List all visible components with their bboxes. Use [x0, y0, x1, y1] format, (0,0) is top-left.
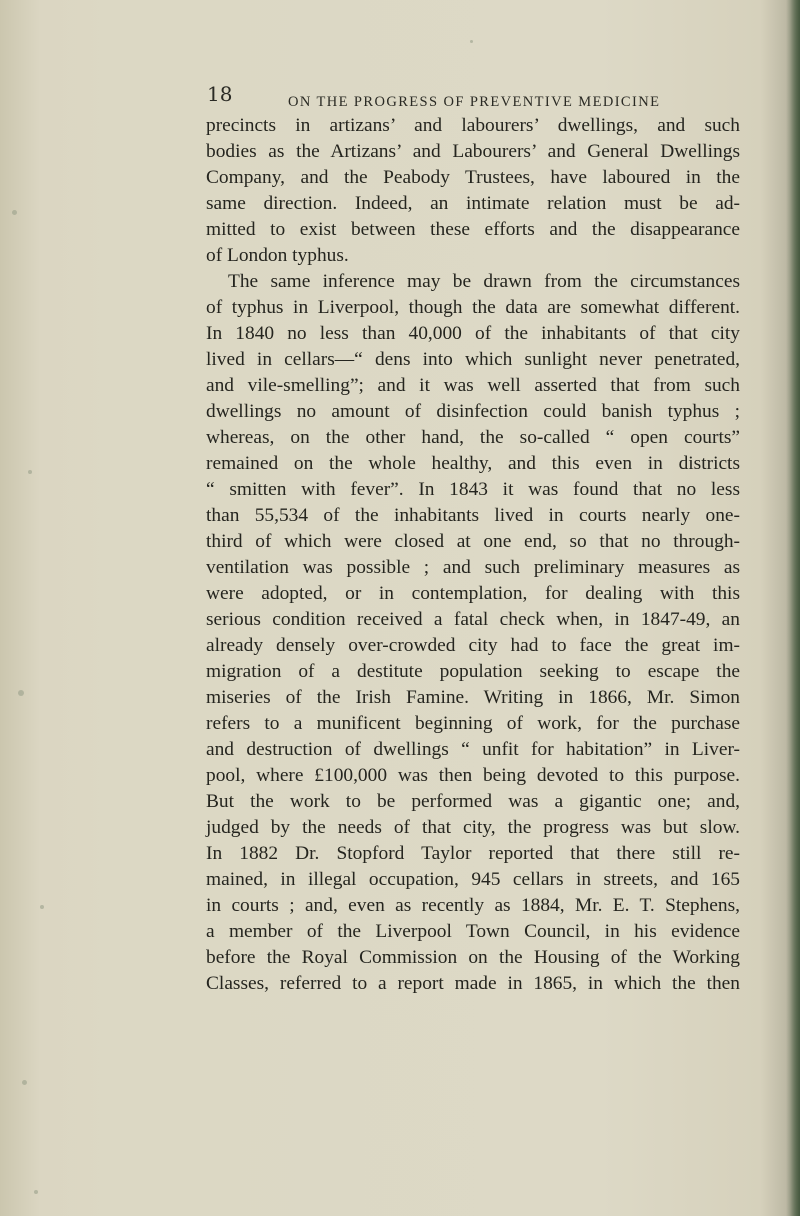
page-header [207, 82, 727, 112]
text-line: remained on the whole healthy, and this even in districts [206, 453, 740, 474]
text-line: in courts ; and, even as recently as 1884, Mr. E. T. Stephens, [206, 895, 740, 916]
text-line: serious condition received a fatal check when, in 1847-49, an [206, 609, 740, 630]
text-line: of typhus in Liverpool, though the data are somewhat different. [206, 297, 740, 318]
text-line: refers to a munificent beginning of work, for the purchase [206, 713, 740, 734]
text-line: than 55,534 of the inhabitants lived in courts nearly one- [206, 505, 740, 526]
text-line: and destruction of dwellings “ unfit for habitation” in Liver- [206, 739, 740, 760]
text-line: But the work to be performed was a gigantic one; and, [206, 791, 740, 812]
text-line: same direction. Indeed, an intimate relation must be ad- [206, 193, 740, 214]
text-line: pool, where £100,000 was then being devoted to this purpose. [206, 765, 740, 786]
text-line: mitted to exist between these efforts and the disappearance [206, 219, 740, 240]
text-line: before the Royal Commission on the Housing of the Working [206, 947, 740, 968]
text-line: were adopted, or in contemplation, for dealing with this [206, 583, 740, 604]
text-line: The same inference may be drawn from the circumstances [228, 271, 740, 292]
text-line: and vile-smelling”; and it was well asserted that from such [206, 375, 740, 396]
text-line: Classes, referred to a report made in 1865, in which the then [206, 973, 740, 994]
text-line: third of which were closed at one end, so that no through- [206, 531, 740, 552]
text-line: whereas, on the other hand, the so-called “ open courts” [206, 427, 740, 448]
paragraph [206, 269, 740, 997]
text-line: “ smitten with fever”. In 1843 it was found that no less [206, 479, 740, 500]
text-line: mained, in illegal occupation, 945 cellars in streets, and 165 [206, 869, 740, 890]
text-line: dwellings no amount of disinfection could banish typhus ; [206, 401, 740, 422]
text-line: migration of a destitute population seeking to escape the [206, 661, 740, 682]
text-line: a member of the Liverpool Town Council, in his evidence [206, 921, 740, 942]
text-line: bodies as the Artizans’ and Labourers’ and General Dwellings [206, 141, 740, 162]
text-line: Company, and the Peabody Trustees, have laboured in the [206, 167, 740, 188]
body-text [206, 113, 740, 997]
page-edge-shadow [786, 0, 800, 1216]
paragraph [206, 113, 740, 269]
text-line: ventilation was possible ; and such preliminary measures as [206, 557, 740, 578]
text-line: lived in cellars—“ dens into which sunlight never penetrated, [206, 349, 740, 370]
page-number: 18 [207, 82, 233, 106]
text-line: precincts in artizans’ and labourers’ dwellings, and such [206, 115, 740, 136]
running-head: ON THE PROGRESS OF PREVENTIVE MEDICINE [288, 94, 661, 110]
text-line: In 1840 no less than 40,000 of the inhabitants of that city [206, 323, 740, 344]
text-line: of London typhus. [206, 245, 349, 266]
text-line: judged by the needs of that city, the progress was but slow. [206, 817, 740, 838]
text-line: In 1882 Dr. Stopford Taylor reported that there still re- [206, 843, 740, 864]
text-line: already densely over-crowded city had to face the great im- [206, 635, 740, 656]
text-line: miseries of the Irish Famine. Writing in 1866, Mr. Simon [206, 687, 740, 708]
